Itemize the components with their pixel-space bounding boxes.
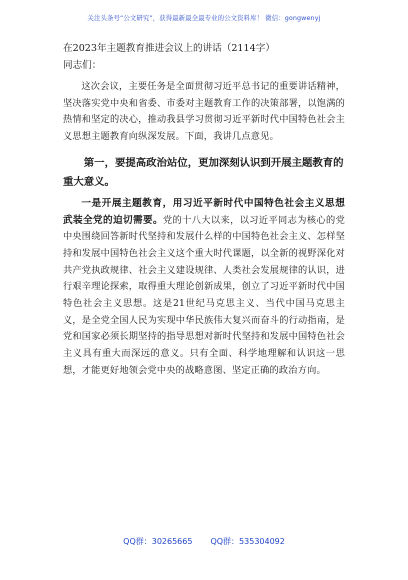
subsection-paragraph-1 (63, 196, 345, 380)
qq-group-2: QQ群：535304092 (210, 537, 285, 546)
document-title: 在2023年主题教育推进会议上的讲话（2114字） (63, 43, 275, 54)
top-banner (0, 0, 408, 34)
qq-group-1: QQ群：30265665 (123, 537, 193, 546)
subsection-lead: 一是开展主题教育，用习近平新时代中国特色社会主义思想武装全党的迫切需要。 (63, 197, 345, 226)
greeting: 同志们： (63, 60, 102, 71)
subsection-body: 党的十八大以来，以习近平同志为核心的党中央围绕回答新时代坚持和发展什么样的中国特色社会主义、怎样坚持和发展中国特色社会主义这个重大时代课题，以全新的视野深化对共产党执政规律、社会主义建设规律、人类社会发展规律的认识，进行艰辛理论探索，取得重大理论创新成果，创立了习近平新时代中国特色社会主义思想。这是21世纪马克思主义、当代中国马克思主义，是全党全国人民为实现中华民族伟大复兴而奋斗的行动指南，是党和国家必须长期坚持的指导思想对新时代坚持和发展中国特色社会主义具有重大而深远的意义。只有全面、科学地理解和认识这一思想，才能更好地领会党中央的战略意图、坚定正确的政治方向。 (63, 214, 345, 376)
document-page (63, 42, 345, 380)
footer (0, 536, 408, 550)
banner-text: 关注头条号“公文研究”，获得最新最全最专业的公文资料库！ 微信：gongwenyj (87, 13, 321, 22)
intro-paragraph: 这次会议，主要任务是全面贯彻习近平总书记的重要讲话精神，坚决落实党中央和省委、市委对主题教育工作的决策部署，以饱满的热情和坚定的决心，推动我县学习贯彻习近平新时代中国特色社会主义思想主题教育向纵深发展。下面，我讲几点意见。 (63, 81, 345, 143)
section-heading-1: 第一，要提高政治站位，更加深刻认识到开展主题教育的重大意义。 (63, 156, 344, 188)
